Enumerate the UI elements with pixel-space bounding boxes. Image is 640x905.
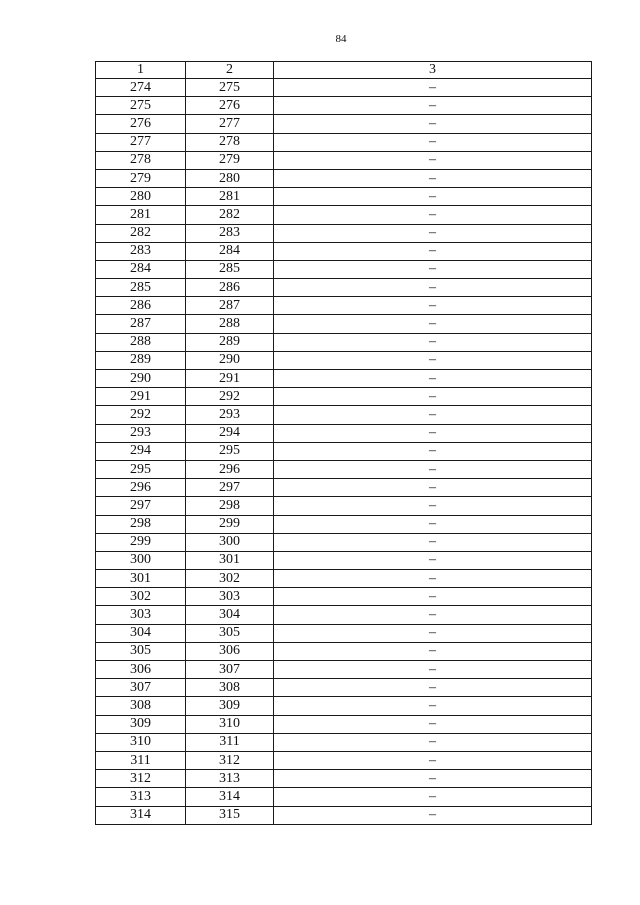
table-cell-col-3: –	[274, 588, 592, 606]
table-cell-col-2: 309	[186, 697, 274, 715]
table-row	[96, 751, 592, 769]
table-cell-col-2: 311	[186, 733, 274, 751]
table-row	[96, 406, 592, 424]
table-cell-col-1: 285	[96, 279, 186, 297]
table-row	[96, 806, 592, 824]
table-cell-col-3: –	[274, 642, 592, 660]
table-cell-col-2: 296	[186, 460, 274, 478]
table-row	[96, 169, 592, 187]
table-row	[96, 661, 592, 679]
table-cell-col-2: 287	[186, 297, 274, 315]
table-cell-col-3: –	[274, 551, 592, 569]
table-cell-col-2: 314	[186, 788, 274, 806]
table-row	[96, 79, 592, 97]
table-cell-col-2: 306	[186, 642, 274, 660]
table-cell-col-2: 300	[186, 533, 274, 551]
table-cell-col-3: –	[274, 260, 592, 278]
table-cell-col-3: –	[274, 169, 592, 187]
table-row	[96, 733, 592, 751]
table-cell-col-3: –	[274, 497, 592, 515]
table-cell-col-2: 301	[186, 551, 274, 569]
table-cell-col-1: 277	[96, 133, 186, 151]
table-cell-col-1: 286	[96, 297, 186, 315]
table-cell-col-2: 285	[186, 260, 274, 278]
table-cell-col-1: 310	[96, 733, 186, 751]
table-cell-col-3: –	[274, 79, 592, 97]
column-header-1: 1	[96, 62, 186, 79]
table-cell-col-3: –	[274, 733, 592, 751]
table-cell-col-1: 305	[96, 642, 186, 660]
table-row	[96, 351, 592, 369]
table-cell-col-3: –	[274, 297, 592, 315]
table-cell-col-2: 282	[186, 206, 274, 224]
table-cell-col-2: 280	[186, 169, 274, 187]
page-number: 84	[335, 33, 347, 45]
table-cell-col-3: –	[274, 333, 592, 351]
table-cell-col-1: 288	[96, 333, 186, 351]
table-row	[96, 697, 592, 715]
table-row	[96, 279, 592, 297]
table-row	[96, 588, 592, 606]
table-row	[96, 515, 592, 533]
table-cell-col-3: –	[274, 806, 592, 824]
table-cell-col-2: 290	[186, 351, 274, 369]
table-cell-col-1: 275	[96, 97, 186, 115]
table-cell-col-3: –	[274, 751, 592, 769]
table-cell-col-2: 275	[186, 79, 274, 97]
table-cell-col-1: 299	[96, 533, 186, 551]
column-header-2: 2	[186, 62, 274, 79]
table-cell-col-1: 304	[96, 624, 186, 642]
table-cell-col-1: 291	[96, 388, 186, 406]
table-cell-col-3: –	[274, 697, 592, 715]
table-row	[96, 424, 592, 442]
table-cell-col-2: 302	[186, 570, 274, 588]
table-cell-col-3: –	[274, 515, 592, 533]
table-row	[96, 97, 592, 115]
table-cell-col-2: 283	[186, 224, 274, 242]
table-row	[96, 460, 592, 478]
table-row	[96, 370, 592, 388]
table-cell-col-1: 279	[96, 169, 186, 187]
table-cell-col-1: 282	[96, 224, 186, 242]
table-cell-col-1: 290	[96, 370, 186, 388]
table-cell-col-3: –	[274, 388, 592, 406]
table-row	[96, 188, 592, 206]
table-body	[96, 79, 592, 825]
table-cell-col-2: 297	[186, 479, 274, 497]
table-cell-col-1: 302	[96, 588, 186, 606]
table-row	[96, 570, 592, 588]
table-row	[96, 333, 592, 351]
table-cell-col-3: –	[274, 442, 592, 460]
table-row	[96, 533, 592, 551]
table-row	[96, 242, 592, 260]
table-cell-col-3: –	[274, 97, 592, 115]
table-cell-col-1: 293	[96, 424, 186, 442]
table-row	[96, 297, 592, 315]
table-cell-col-2: 277	[186, 115, 274, 133]
table-cell-col-2: 305	[186, 624, 274, 642]
table-cell-col-2: 291	[186, 370, 274, 388]
table-cell-col-2: 298	[186, 497, 274, 515]
table-cell-col-2: 276	[186, 97, 274, 115]
table-row	[96, 497, 592, 515]
table-cell-col-2: 295	[186, 442, 274, 460]
table-row	[96, 133, 592, 151]
table-cell-col-1: 297	[96, 497, 186, 515]
table-cell-col-3: –	[274, 770, 592, 788]
table-cell-col-2: 284	[186, 242, 274, 260]
table-cell-col-1: 289	[96, 351, 186, 369]
table-row	[96, 479, 592, 497]
table-row	[96, 715, 592, 733]
table-cell-col-3: –	[274, 715, 592, 733]
table-cell-col-1: 303	[96, 606, 186, 624]
table-cell-col-1: 298	[96, 515, 186, 533]
table-cell-col-3: –	[274, 224, 592, 242]
table-cell-col-1: 307	[96, 679, 186, 697]
table-cell-col-2: 281	[186, 188, 274, 206]
table-row	[96, 388, 592, 406]
table-cell-col-3: –	[274, 242, 592, 260]
table-cell-col-2: 286	[186, 279, 274, 297]
table-row	[96, 624, 592, 642]
table-cell-col-2: 288	[186, 315, 274, 333]
table-cell-col-1: 276	[96, 115, 186, 133]
table-row	[96, 770, 592, 788]
table-cell-col-1: 295	[96, 460, 186, 478]
table-cell-col-1: 280	[96, 188, 186, 206]
table-cell-col-1: 300	[96, 551, 186, 569]
table-cell-col-1: 294	[96, 442, 186, 460]
table-cell-col-1: 292	[96, 406, 186, 424]
table-cell-col-3: –	[274, 606, 592, 624]
table-cell-col-3: –	[274, 424, 592, 442]
table-cell-col-1: 308	[96, 697, 186, 715]
table-row	[96, 606, 592, 624]
table-cell-col-1: 284	[96, 260, 186, 278]
table-row	[96, 224, 592, 242]
table-row	[96, 115, 592, 133]
table-cell-col-3: –	[274, 624, 592, 642]
table-cell-col-2: 278	[186, 133, 274, 151]
table-cell-col-2: 315	[186, 806, 274, 824]
table-cell-col-3: –	[274, 206, 592, 224]
table-cell-col-1: 313	[96, 788, 186, 806]
table-cell-col-2: 304	[186, 606, 274, 624]
table-cell-col-2: 313	[186, 770, 274, 788]
table-cell-col-3: –	[274, 479, 592, 497]
table-cell-col-2: 289	[186, 333, 274, 351]
table-header-row	[96, 62, 592, 79]
table-row	[96, 642, 592, 660]
table-cell-col-2: 294	[186, 424, 274, 442]
table-cell-col-3: –	[274, 460, 592, 478]
table-row	[96, 206, 592, 224]
table-cell-col-3: –	[274, 661, 592, 679]
table-cell-col-2: 308	[186, 679, 274, 697]
table-row	[96, 315, 592, 333]
table-cell-col-3: –	[274, 279, 592, 297]
table-row	[96, 679, 592, 697]
data-table	[95, 61, 592, 825]
table-cell-col-3: –	[274, 151, 592, 169]
table-cell-col-2: 292	[186, 388, 274, 406]
table-cell-col-1: 312	[96, 770, 186, 788]
table-cell-col-3: –	[274, 370, 592, 388]
table-cell-col-3: –	[274, 679, 592, 697]
table-cell-col-2: 303	[186, 588, 274, 606]
table-cell-col-1: 296	[96, 479, 186, 497]
table-cell-col-3: –	[274, 115, 592, 133]
table-cell-col-1: 306	[96, 661, 186, 679]
table-row	[96, 551, 592, 569]
table-row	[96, 260, 592, 278]
table-cell-col-1: 274	[96, 79, 186, 97]
table-cell-col-2: 310	[186, 715, 274, 733]
table-cell-col-3: –	[274, 788, 592, 806]
table-cell-col-3: –	[274, 188, 592, 206]
table-cell-col-3: –	[274, 570, 592, 588]
table-cell-col-1: 311	[96, 751, 186, 769]
table-cell-col-1: 281	[96, 206, 186, 224]
table-cell-col-3: –	[274, 133, 592, 151]
table-row	[96, 151, 592, 169]
table-cell-col-1: 287	[96, 315, 186, 333]
table-cell-col-2: 299	[186, 515, 274, 533]
table-cell-col-1: 278	[96, 151, 186, 169]
table-cell-col-3: –	[274, 351, 592, 369]
table-row	[96, 442, 592, 460]
table-cell-col-2: 312	[186, 751, 274, 769]
table-cell-col-1: 301	[96, 570, 186, 588]
table-cell-col-2: 293	[186, 406, 274, 424]
table-cell-col-1: 314	[96, 806, 186, 824]
table-cell-col-1: 283	[96, 242, 186, 260]
table-cell-col-2: 279	[186, 151, 274, 169]
table-cell-col-3: –	[274, 406, 592, 424]
table-cell-col-3: –	[274, 315, 592, 333]
table-cell-col-1: 309	[96, 715, 186, 733]
table-row	[96, 788, 592, 806]
table-cell-col-3: –	[274, 533, 592, 551]
column-header-3: 3	[274, 62, 592, 79]
table-cell-col-2: 307	[186, 661, 274, 679]
